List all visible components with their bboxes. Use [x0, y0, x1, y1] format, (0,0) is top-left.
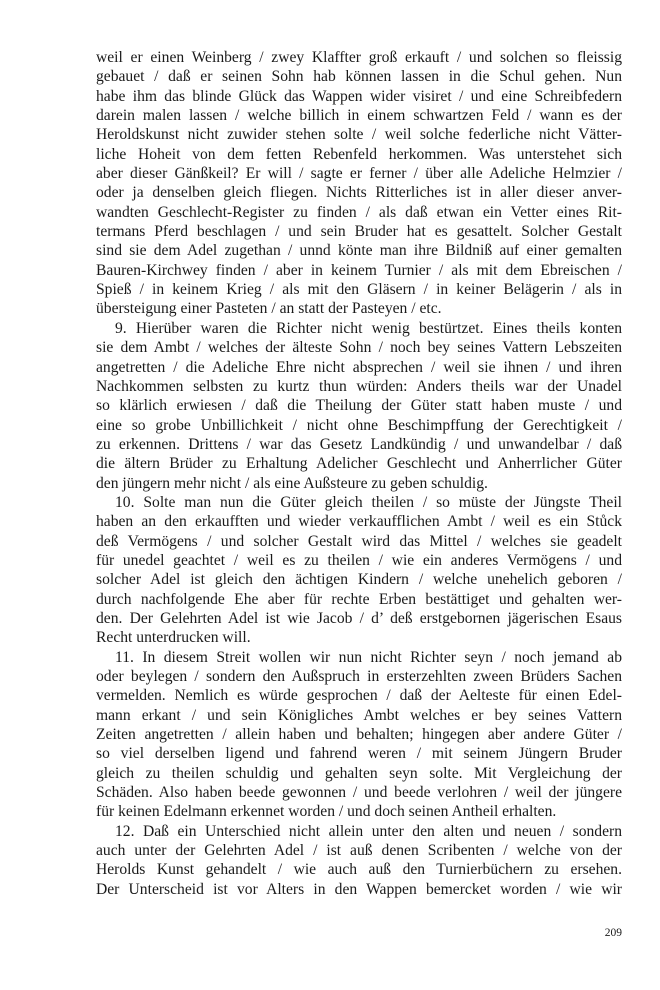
text-line: liche Hoheit von dem fetten Rebenfeld herkommen. Was unterstehet sich — [96, 145, 622, 163]
text-line: Zeiten angetretten / allein haben und behalten; hingegen aber andere Güter / — [96, 726, 622, 744]
text-line: angetretten / die Adeliche Ehre nicht absprechen / weil sie ihnen / und ihren — [96, 358, 622, 376]
text-line: auch unter der Gelehrten Adel / ist auß denen Scribenten / welche von der — [96, 842, 622, 860]
text-line: so viel derselben ligend und fahrend weren / mit seinem Jüngern Bruder — [96, 745, 622, 763]
text-line: mann erkant / und sein Königliches Ambt welches er bey seines Vattern — [96, 706, 622, 724]
text-line: 10. Solte man nun die Güter gleich theilen / so müste der Jüngste Theil — [115, 493, 622, 511]
text-line: Spieß / in keinem Krieg / als mit den Gläsern / in keiner Belägerin / als in — [96, 281, 622, 299]
text-line: sie dem Ambt / welches der älteste Sohn / noch bey seines Vattern Lebszeiten — [96, 339, 622, 357]
text-line: Schäden. Also haben beede gewonnen / und beede verlohren / weil der jüngere — [96, 784, 622, 802]
text-line: für unedel geachtet / weil es zu theilen / wie ein anderes Vermögens / und — [96, 551, 622, 569]
text-line: habe ihm das blinde Glück das Wappen wider visiret / und eine Schreibfedern — [96, 87, 622, 105]
text-line: für keinen Edelmann erkennet worden / und doch seinen Antheil erhalten. — [96, 803, 557, 821]
text-line: zu erkennen. Drittens / war das Gesetz Landkündig / und unwandelbar / daß — [96, 435, 622, 453]
text-line: den jüngern mehr nicht / als eine Außsteure zu geben schuldig. — [96, 474, 488, 492]
text-line: Heroldskunst nicht zuwider stehen solte / weil solche federliche nicht Vätter- — [96, 126, 622, 144]
text-line: Bauren-Kirchwey finden / aber in keinem Turnier / als mit dem Ebreischen / — [96, 261, 622, 279]
text-line: haben an den erkaufften und wieder verkaufflichen Ambt / weil es ein Stůck — [96, 513, 622, 531]
text-line: oder beylegen / sondern den Außspruch in ersterzehlten zween Brüders Sachen — [96, 668, 622, 685]
text-line: eine so grobe Unbillichkeit / nicht ohne Beschimpffung der Gerechtigkeit / — [96, 416, 622, 434]
text-line: durch nachfolgende Ehe aber für rechte Erben bestättiget und gehalten wer- — [96, 590, 622, 608]
text-line: so klärlich erwiesen / daß die Theilung der Güter statt haben muste / und — [96, 397, 622, 415]
text-line: weil er einen Weinberg / zwey Klaffter groß erkauft / und solchen so fleissig — [96, 49, 622, 66]
text-line: deß Vermögens / und solcher Gestalt wird das Mittel / welches sie geadelt — [96, 532, 622, 550]
text-line: Der Unterscheid ist vor Alters in den Wappen bemercket worden / wie wir — [96, 880, 622, 898]
text-line: oder ja denselben gleich fliegen. Nichts Ritterliches ist in aller dieser anver- — [96, 184, 622, 202]
text-line: 12. Daß ein Unterschied nicht allein unter den alten und neuen / sondern — [115, 822, 622, 840]
text-line: darein malen lassen / welche billich in einem schwartzen Feld / wann es der — [96, 107, 622, 125]
text-line: Herolds Kunst gehandelt / wie auch auß den Turnierbüchern zu ersehen. — [96, 861, 622, 879]
text-line: vermelden. Nemlich es würde gesprochen / daß der Aelteste für einen Edel- — [96, 687, 622, 705]
text-line: Recht unterdrucken will. — [96, 629, 251, 647]
text-line: 11. In diesem Streit wollen wir nun nicht Richter seyn / noch jemand ab — [115, 648, 622, 666]
text-line: die ältern Brüder zu Erhaltung Adelicher Geschlecht und Anherrlicher Güter — [96, 455, 622, 473]
text-line: den. Der Gelehrten Adel ist wie Jacob / d’ deß erstgebornen jägerischen Esaus — [96, 609, 622, 627]
text-line: wandten Geschlecht-Register zu finden / als daß etwan ein Vetter eines Rit- — [96, 203, 622, 221]
page-text-body — [96, 48, 622, 899]
text-line: sind sie dem Adel zugethan / unnd könte man ihre Bildniß auf einer gemalten — [96, 242, 622, 260]
text-line: solcher Adel ist gleich den ächtigen Kindern / welche unehelich geboren / — [96, 571, 622, 589]
text-line: 9. Hierüber waren die Richter nicht wenig bestürtzet. Eines theils konten — [115, 319, 622, 337]
text-line: Nachkommen selbsten zu kurtz thun würden: Anders theils war der Unadel — [96, 377, 622, 395]
text-line: übersteigung einer Pasteten / an statt der Pasteyen / etc. — [96, 300, 442, 318]
text-line: termans Pferd beschlagen / und sein Bruder hat es gesattelt. Solcher Gestalt — [96, 223, 622, 241]
text-line: aber dieser Gänßkeil? Er will / sagte er ferner / über alle Adeliche Helmzier / — [96, 165, 622, 183]
page-number: 209 — [604, 927, 622, 939]
text-line: gleich zu theilen schuldig und gehalten seyn solte. Mit Vergleichung der — [96, 764, 622, 782]
text-line: gebauet / daß er seinen Sohn hab können lassen in die Schul gehen. Nun — [96, 68, 622, 86]
